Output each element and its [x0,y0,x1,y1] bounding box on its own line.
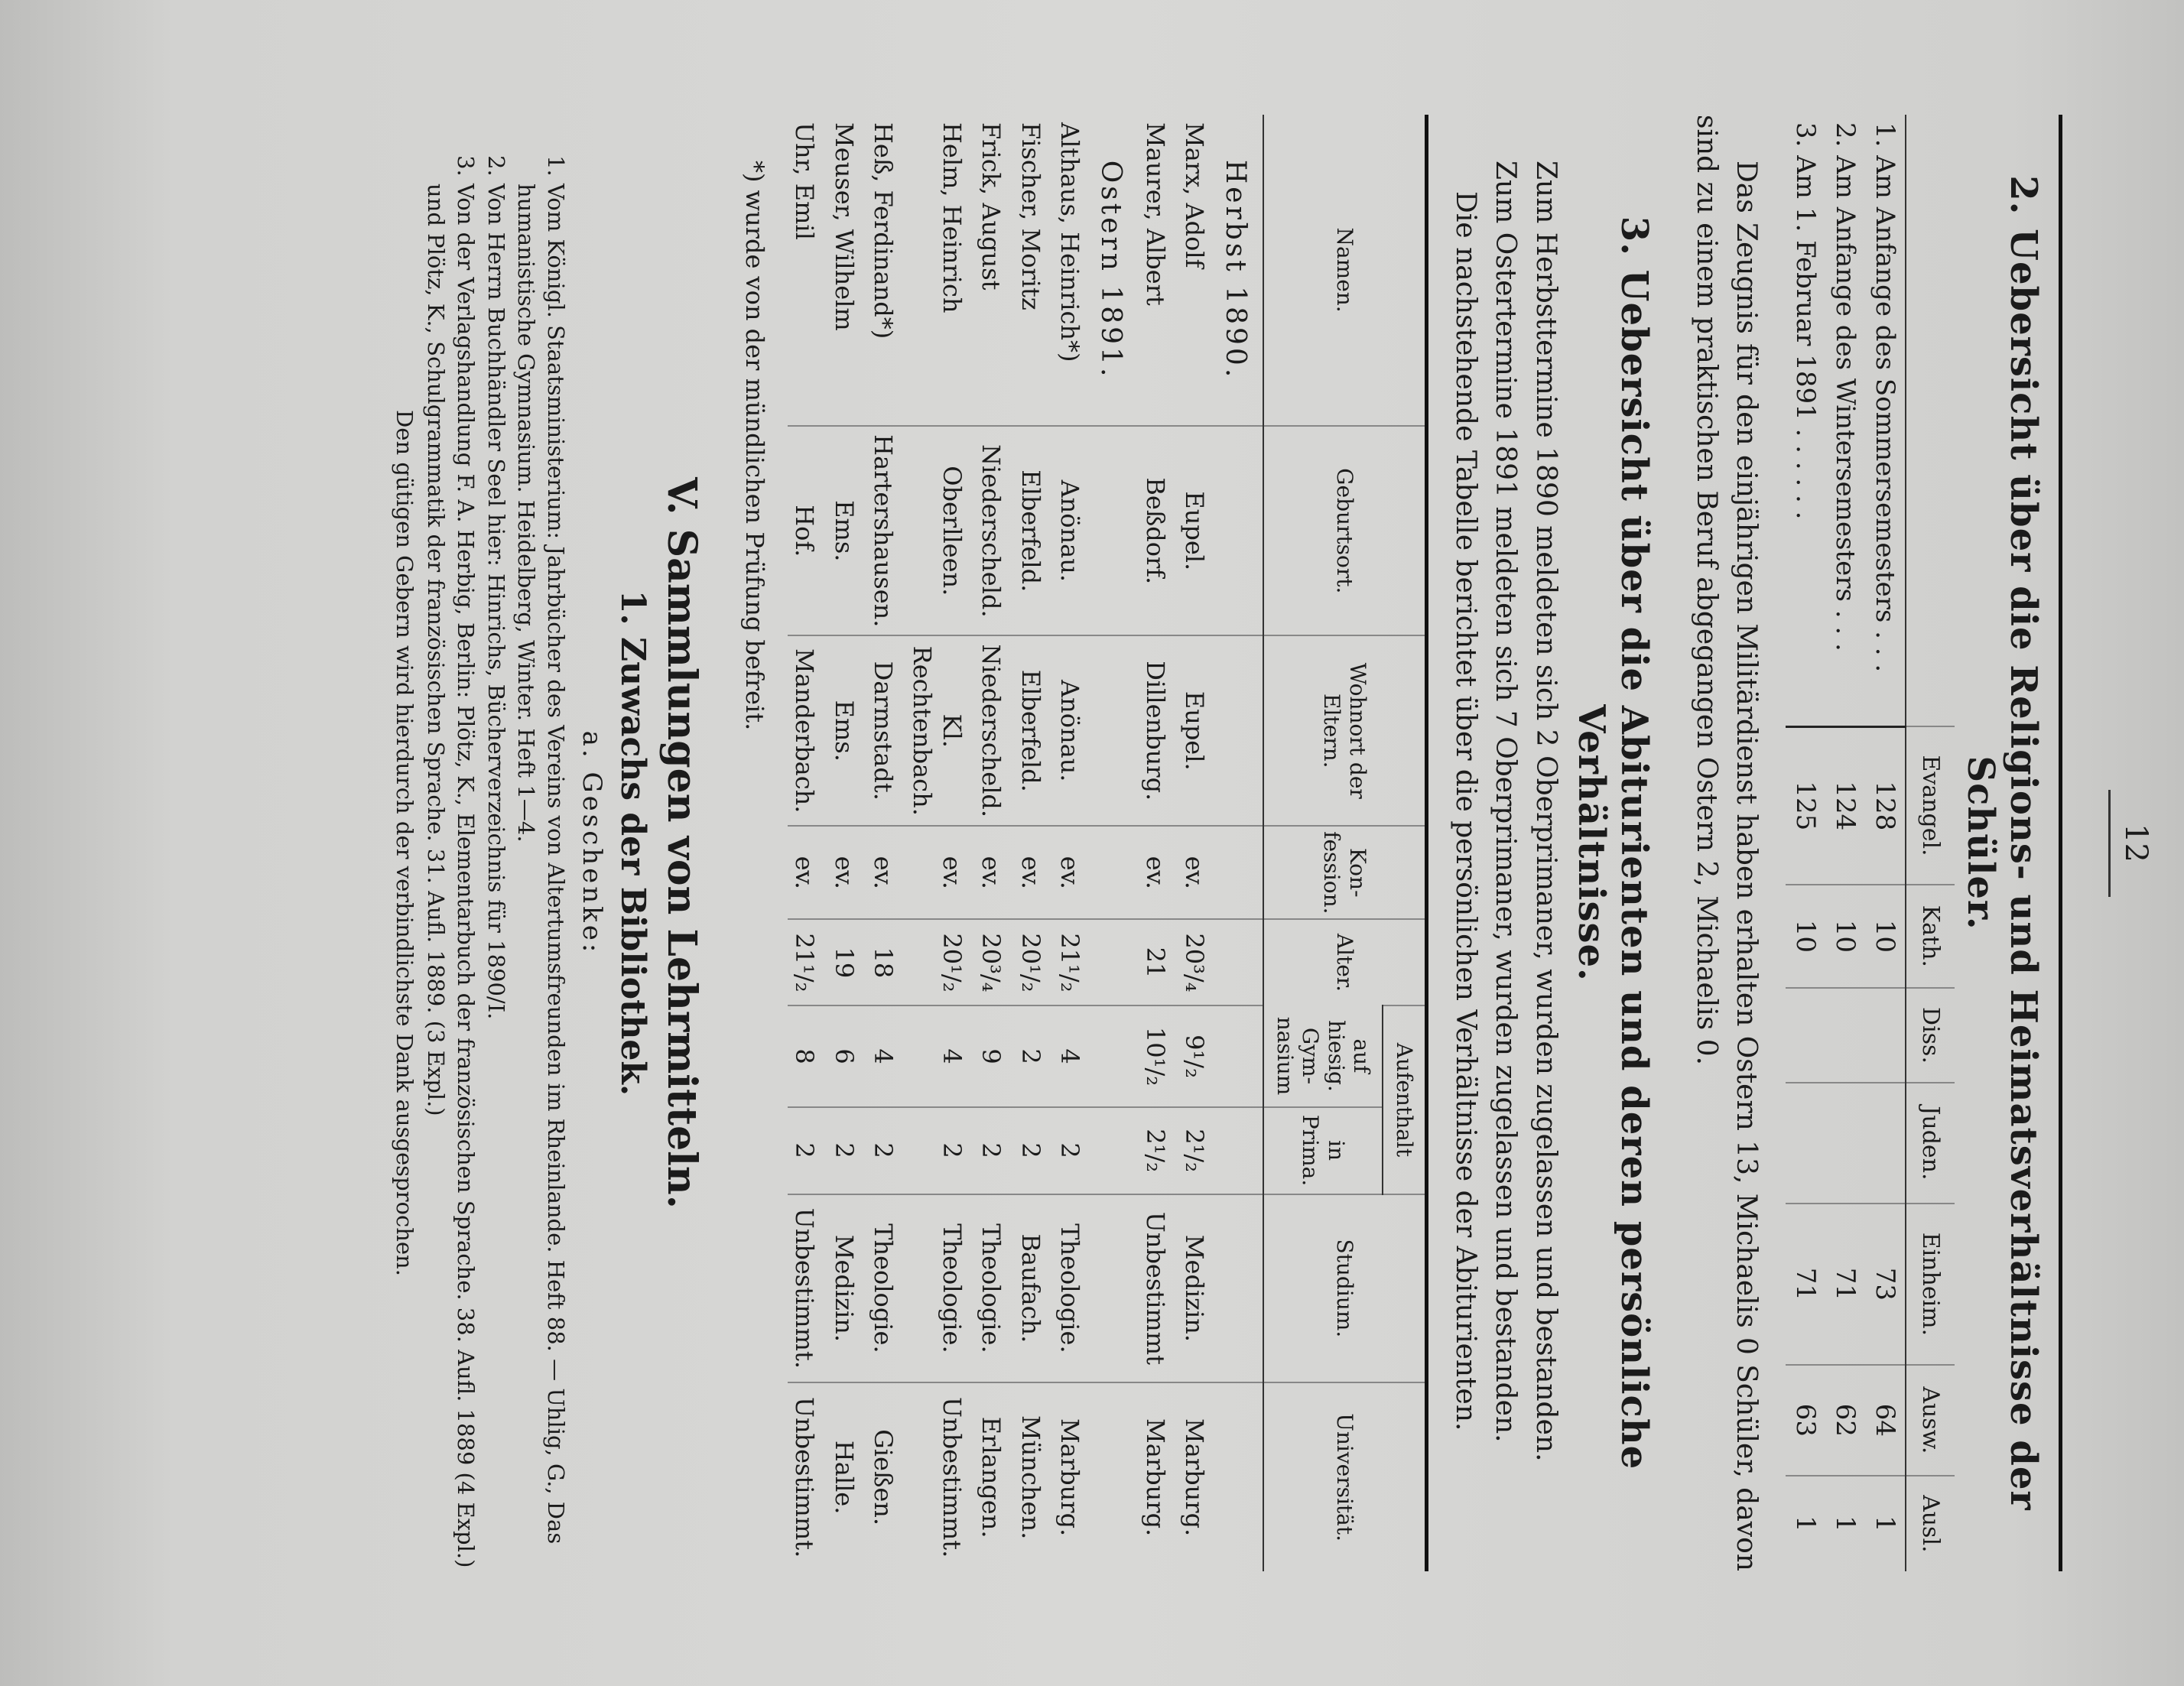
abi-cell-alter: 20³/₄ [974,919,1013,1005]
abi-header-row [1383,115,1425,1571]
abi-cell-wohnort: Darmstadt. [866,635,905,826]
religion-row-label: 3. Am 1. Februar 1891 . . . . . . [1790,122,1821,520]
abi-cell-wohnort: Manderbach. [788,635,827,826]
abi-cell-studium: Theologie. [1053,1194,1092,1383]
abi-cell-universitaet: Marburg. [1178,1382,1217,1571]
abi-cell-name: Helm, Heinrich [937,122,967,313]
religion-row [1865,115,1906,1571]
abi-cell-konfession: ev. [827,826,866,919]
abi-cell-prima: 2 [1013,1107,1052,1194]
abi-cell-prima: 2 [974,1107,1013,1194]
abi-col-geburtsort: Geburtsort. [1263,426,1425,635]
religion-cell [1865,1083,1906,1203]
abi-empty-cell [1217,1382,1263,1571]
religion-col-label [1906,115,1955,726]
abi-cell-wohnort: Eupel. [1178,635,1217,826]
religion-cell: 1 [1865,1476,1906,1571]
abiturienten-table [788,115,1425,1571]
gift-item: 1. Vom Königl. Staatsministerium: Jahrbücher des Vereins von Altertumsfreunden im Rheinlande. Heft 88. — Uhlig, G., Das humanistische Gymnasium. Heidelberg, Winter. Heft 1—4. [511,184,570,1571]
page-number-rule [2108,790,2111,897]
abi-cell-alter: 20¹/₂ [1013,919,1052,1005]
religion-cell: 71 [1825,1204,1865,1366]
abi-cell-prima: 2 [866,1107,905,1194]
abi-empty-cell [1217,919,1263,1005]
abi-cell-wohnort: Niederscheld. [974,635,1013,826]
abi-cell-konfession: ev. [1138,826,1177,919]
abi-col-universitaet: Universität. [1263,1382,1425,1571]
abi-empty-cell [1217,1005,1263,1106]
abi-cell-geburtsort: Beßdorf. [1138,426,1177,635]
religion-col-diss: Diss. [1906,988,1955,1083]
religion-cell [1825,988,1865,1083]
abi-cell-universitaet: Unbestimmt. [905,1382,974,1571]
religion-cell: 128 [1865,726,1906,885]
abi-row [905,115,974,1571]
abi-row [1178,115,1217,1571]
religion-cell: 1 [1786,1476,1825,1571]
abi-cell-alter: 19 [827,919,866,1005]
abi-empty-cell [1217,1107,1263,1194]
abi-cell-name: Maurer, Albert [1140,122,1170,306]
abi-cell-name: Althaus, Heinrich*) [1055,122,1084,362]
abi-group-title: Herbst 1890. [1220,159,1252,381]
abi-cell-universitaet: Erlangen. [974,1382,1013,1571]
intro-ostern: Zum Ostertermine 1891 meldeten sich 7 Oberprimaner, wurden zugelassen und bestanden. [1490,161,1522,1443]
abi-cell-wohnort: Elberfeld. [1013,635,1052,826]
abi-row [788,115,827,1571]
abi-empty-cell [1092,1382,1138,1571]
abi-cell-wohnort: Kl. Rechtenbach. [905,635,974,826]
abi-empty-cell [1092,1194,1138,1383]
abi-cell-gymnasium: 8 [788,1005,827,1106]
abi-cell-alter: 21¹/₂ [1053,919,1092,1005]
abi-empty-cell [1217,826,1263,919]
abiturienten-rule [1425,115,1428,1571]
abi-cell-alter: 18 [866,919,905,1005]
religion-cell: 73 [1865,1204,1906,1366]
geschenke-title: a. Geschenke: [576,730,607,956]
abi-cell-name: Marx, Adolf [1179,122,1209,268]
abi-empty-cell [1092,919,1138,1005]
gift-item: 2. Von Herrn Buchhändler Seel hier: Hinrichs, Bücherverzeichnis für 1890/I. [480,184,510,1571]
abi-cell-geburtsort: Anönau. [1053,426,1092,635]
abi-cell-wohnort: Ems. [827,635,866,826]
abi-cell-name: Fischer, Moritz [1016,122,1045,310]
religion-cell [1865,988,1906,1083]
religion-cell: 124 [1825,726,1865,885]
abi-cell-gymnasium: 6 [827,1005,866,1106]
religion-cell: 10 [1825,885,1865,988]
abi-cell-geburtsort: Eupel. [1178,426,1217,635]
abi-cell-alter: 21 [1138,919,1177,1005]
abi-cell-prima: 2 [1053,1107,1092,1194]
religion-col-ausw: Ausw. [1906,1365,1955,1475]
bibliothek-title: 1. Zuwachs der Bibliothek. [613,590,652,1096]
religion-cell [1786,1083,1825,1203]
abi-cell-konfession: ev. [788,826,827,919]
abi-cell-name: Uhr, Emil [790,122,820,240]
abi-row [974,115,1013,1571]
religion-col-ausl: Ausl. [1906,1476,1955,1571]
abi-cell-name: Frick, August [977,122,1006,291]
abi-row [1053,115,1092,1571]
abi-cell-gymnasium: 4 [1053,1005,1092,1106]
abi-empty-cell [1092,635,1138,826]
abi-group-row [1217,115,1263,1571]
abi-cell-geburtsort: Hartershausen. [866,426,905,635]
religion-cell: 63 [1786,1365,1825,1475]
religion-cell [1786,988,1825,1083]
abi-cell-gymnasium: 4 [905,1005,974,1106]
abi-cell-geburtsort: Hof. [788,426,827,635]
abi-cell-wohnort: Dillenburg. [1138,635,1177,826]
abi-group-title: Ostern 1891. [1095,160,1127,380]
abi-cell-universitaet: Marburg. [1053,1382,1092,1571]
abi-row [1138,115,1177,1571]
religion-row-label: 2. Am Anfange des Wintersemesters . . . [1830,122,1861,651]
abi-cell-name: Meuser, Wilhelm [829,122,859,331]
footnote: *) wurde von der mündlichen Prüfung befreit. [739,161,769,731]
abi-cell-konfession: ev. [866,826,905,919]
abi-cell-prima: 2 [827,1107,866,1194]
religion-row [1825,115,1865,1571]
abi-cell-universitaet: Halle. [827,1382,866,1571]
abi-empty-cell [1092,1005,1138,1106]
abi-cell-universitaet: Gießen. [866,1382,905,1571]
intro-herbst: Zum Herbsttermine 1890 meldeten sich 2 Oberprimaner, wurden zugelassen und bestanden. [1529,161,1562,1462]
religion-row [1786,115,1825,1571]
abi-cell-studium: Theologie. [866,1194,905,1383]
abi-cell-prima: 2¹/₂ [1178,1107,1217,1194]
sammlungen-title: V. Sammlungen von Lehrmitteln. [658,477,705,1209]
abi-cell-geburtsort: Ems. [827,426,866,635]
abiturienten-heading: 3. Uebersicht über die Abiturienten und deren persönliche Verhältnisse. [1569,216,1656,1470]
religion-cell: 62 [1825,1365,1865,1475]
abi-cell-universitaet: Marburg. [1138,1382,1177,1571]
religion-cell: 71 [1786,1204,1825,1366]
abi-cell-universitaet: Unbestimmt. [788,1382,827,1571]
abi-cell-konfession: ev. [1178,826,1217,919]
abi-cell-wohnort: Anönau. [1053,635,1092,826]
religion-cell: 125 [1786,726,1825,885]
abi-cell-studium: Theologie. [974,1194,1013,1383]
abi-cell-prima: 2¹/₂ [1138,1107,1177,1194]
abi-cell-studium: Unbestimmt [1138,1194,1177,1383]
religion-cell: 10 [1786,885,1825,988]
abi-cell-konfession: ev. [1013,826,1052,919]
religion-cell [1825,1083,1865,1203]
abi-cell-studium: Medizin. [827,1194,866,1383]
religion-cell: 10 [1865,885,1906,988]
abi-cell-alter: 20¹/₂ [905,919,974,1005]
abi-cell-gymnasium: 9 [974,1005,1013,1106]
intro-table: Die nachstehende Tabelle berichtet über die persönlichen Verhältnisse der Abiturienten. [1450,191,1482,1431]
abi-cell-prima: 2 [905,1107,974,1194]
gift-item: 3. Von der Verlagshandlung F. A. Herbig, Berlin: Plötz, K., Elementarbuch der französischen Sprache. 38. Aufl. 1889 (4 Expl.) und Plötz, K., Schulgrammatik der französischen Sprache. 31. Aufl. 1889. (3 Expl.) [421,184,480,1571]
abi-col-alter: Alter. [1263,919,1425,1005]
abi-cell-gymnasium: 10¹/₂ [1138,1005,1177,1106]
abi-cell-universitaet: München. [1013,1382,1052,1571]
religion-col-einheim: Einheim. [1906,1204,1955,1366]
military-note: Das Zeugnis für den einjährigen Militärdienst haben erhalten Ostern 13, Michaelis 0 Schüler, davon sind zu einem praktischen Beruf abgegangen Ostern 2, Michaelis 0. [1690,115,1762,1571]
abi-empty-cell [1092,426,1138,635]
abi-cell-gymnasium: 4 [866,1005,905,1106]
abi-col-name: Namen. [1263,115,1425,426]
abi-cell-geburtsort: Oberlleen. [905,426,974,635]
abi-cell-studium: Theologie. [905,1194,974,1383]
abi-cell-alter: 21¹/₂ [788,919,827,1005]
religion-header-row [1906,115,1955,1571]
religion-col-kath: Kath. [1906,885,1955,988]
abi-cell-konfession: ev. [974,826,1013,919]
religion-heading: 2. Uebersicht über die Religions- und Heimatsverhältnisse der Schüler. [1959,175,2045,1511]
abi-row [866,115,905,1571]
abi-col-aufenthalt: Aufenthalt [1383,1005,1425,1194]
abi-group-row [1092,115,1138,1571]
thanks-line: Den gütigen Gebern wird hierdurch der verbindlichste Dank ausgesprochen. [392,410,418,1276]
religion-col-juden: Juden. [1906,1083,1955,1203]
abi-cell-prima: 2 [788,1107,827,1194]
abi-cell-alter: 20³/₄ [1178,919,1217,1005]
abi-empty-cell [1092,1107,1138,1194]
abi-cell-studium: Baufach. [1013,1194,1052,1383]
abi-col-studium: Studium. [1263,1194,1425,1383]
abi-empty-cell [1217,635,1263,826]
abi-col-konfession: Kon-fession. [1263,826,1425,919]
religion-row-label: 1. Am Anfange des Sommersemesters . . . [1870,122,1900,673]
abi-cell-gymnasium: 2 [1013,1005,1052,1106]
abi-cell-gymnasium: 9¹/₂ [1178,1005,1217,1106]
abiturienten-body [788,115,1263,1571]
page-number: 12 [2118,824,2153,862]
abi-cell-geburtsort: Niederscheld. [974,426,1013,635]
abi-cell-geburtsort: Elberfeld. [1013,426,1052,635]
abi-row [827,115,866,1571]
gift-list [421,115,570,1571]
religion-cell: 64 [1865,1365,1906,1475]
abi-empty-cell [1217,1194,1263,1383]
religion-col-evangel: Evangel. [1906,726,1955,885]
abi-row [1013,115,1052,1571]
religion-table [1786,115,1955,1571]
abi-cell-studium: Medizin. [1178,1194,1217,1383]
abi-empty-cell [1217,426,1263,635]
abi-empty-cell [1092,826,1138,919]
abi-col-prima: in Prima. [1263,1107,1383,1194]
religion-cell: 1 [1825,1476,1865,1571]
abi-col-wohnort: Wohnort der Eltern. [1263,635,1425,826]
top-rule [2059,115,2062,1571]
abi-cell-name: Heß, Ferdinand*) [868,122,898,339]
abi-cell-konfession: ev. [905,826,974,919]
abi-col-gymnasium: auf hiesig. Gym-nasium [1263,1005,1383,1106]
abi-cell-konfession: ev. [1053,826,1092,919]
abi-cell-studium: Unbestimmt. [788,1194,827,1383]
